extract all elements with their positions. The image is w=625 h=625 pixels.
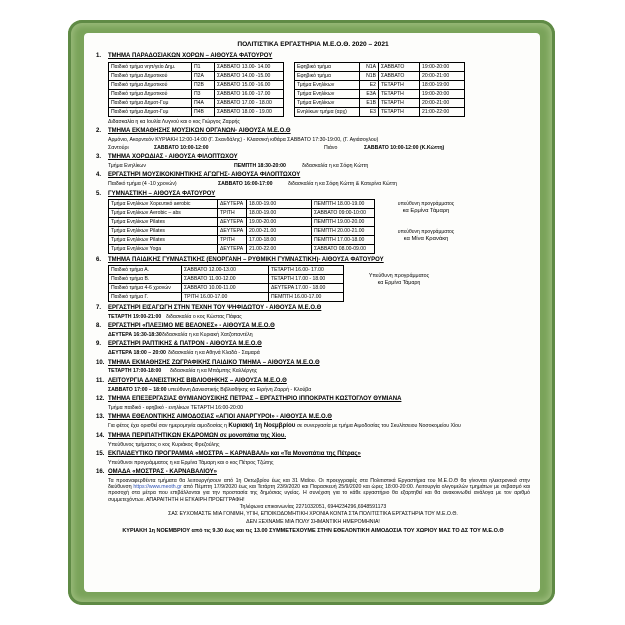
table-cell: ΣΑΒΒΑΤΟ 12.00-13.00: [182, 266, 269, 275]
table-row: [109, 293, 344, 302]
table-cell: ΠΕΜΠΤΗ 18.00-19.00: [312, 199, 375, 208]
table-cell: ΤΕΤΑΡΤΗ 17.00 - 18.00: [269, 275, 344, 284]
table-row: [109, 72, 284, 81]
table-cell: Τμήμα Ενηλίκων Χορευτικό aerobic: [109, 199, 218, 208]
table-row: [109, 266, 344, 275]
table-row: [109, 284, 344, 293]
dance-teachers: Διδασκαλία η κα Ιουλία Λυγνού και ο κος Γιώργος Ζαρρής: [108, 118, 240, 125]
knitting-line: ΔΕΥΤΕΡΑ 16:30-18:30διδασκαλία η κα Κυριακή Χατζοπαντέλη: [108, 332, 253, 339]
sewing-line: ΔΕΥΤΕΡΑ 18:00 – 20:00 διδασκαλία η κα Αθηνά Κλαδά - Σαμαρά: [108, 350, 260, 357]
table-cell: Εφηβικό τμήμα: [295, 63, 360, 72]
table-row: [109, 90, 284, 99]
table-cell: 21:00-22:00: [420, 108, 465, 117]
phones: Τηλέφωνα επικοινωνίας 2271032051, 6944234296,6948591173: [239, 503, 387, 510]
table-cell: ΤΡΙΤΗ 16.00-17.00: [182, 293, 269, 302]
table-cell: Τμήμα Ενηλίκων Pilates: [109, 226, 218, 235]
gymnastics-notes: υπεύθυνη προγράμματος κα Ερμίνα Τάμαρη υπεύθυνη προγράμματος κα Μίνα Κρανάκη: [397, 200, 455, 242]
table-cell: ΔΕΥΤΕΡΑ: [218, 199, 247, 208]
children-gym-table: [108, 265, 344, 302]
table-cell: Παιδικό τμήμα νηπ/γείο Δημ.: [109, 63, 192, 72]
table-cell: ΣΑΒΒΑΤΟ 18.00 - 19.00: [215, 108, 284, 117]
table-cell: ΣΑΒΒΑΤΟ 16.00 -17.00: [215, 90, 284, 99]
table-row: [109, 275, 344, 284]
table-cell: Ε1Β: [360, 99, 379, 108]
table-cell: ΔΕΥΤΕΡΑ 17.00 - 18.00: [269, 284, 344, 293]
table-cell: Ενηλίκων τμήμα (αρχ): [295, 108, 360, 117]
dance-adults-table: [294, 62, 465, 117]
table-cell: Π2Α: [192, 72, 215, 81]
table-cell: Τμήμα Ενηλίκων Yoga: [109, 244, 218, 253]
education-line: Υπεύθυνοι προγράμματος η κα Ερμίνα Τάμαρη και ο κος Πέτρος Τζώτης: [108, 459, 274, 466]
section-16-heading: 16. ΟΜΑΔΑ «ΜΟΣΤΡΑΣ - ΚΑΡΝΑΒΑΛΙΟΥ»: [96, 469, 217, 476]
table-cell: ΤΕΤΑΡΤΗ: [379, 108, 420, 117]
section-9-heading: 9. ΕΡΓΑΣΤΗΡΙ ΡΑΠΤΙΚΗΣ & ΠΑΤΡΟΝ - ΑΙΘΟΥΣΑ Μ.Ε.Ο.Θ: [96, 341, 262, 348]
table-row: [109, 217, 375, 226]
table-row: [109, 81, 284, 90]
table-cell: Ν1Α: [360, 63, 379, 72]
section-2-heading: 2. ΤΜΗΜΑ ΕΚΜΑΘΗΣΗΣ ΜΟΥΣΙΚΩΝ ΟΡΓΑΝΩΝ- ΑΙΘΟΥΣΑ Μ.Ε.Ο.Θ: [96, 128, 291, 135]
table-cell: Π2Β: [192, 81, 215, 90]
registration-text: Τα προαναφερθέντα τμήματα θα λειτουργήσουν από 1η Οκτωβρίου έως και 31 Μαΐου. Οι προεγγραφές στα Πολιτιστικά Εργαστήρια του Μ.Ε.Ο.Θ θα γίνονται ηλεκτρονικά στην διεύθυνση https://www.meoth.gr από Πέμπτη 17/9/2020 έως και Τετάρτη 23/9/2020 και Παρασκευή 25/9/2020 και ώρες 18:00-20:00. Λειτουργία ολιγομελών τμημάτων με σεβασμό και προσοχή στα μέτρα που επιβάλλονται για την προστασία της δημόσιας υγείας. Η συνέχιση για το κάθε εργαστήριο θα εξαρτηθεί και θα ανακοινωθεί ανάλογα με τον αριθμό συμμετεχόντων. ΑΠΑΡΑΙΤΗΤΗ Η ΕΓΚΑΙΡΗ ΠΡΟΕΓΓΡΑΦΗ!: [108, 477, 530, 503]
table-cell: Παιδικό τμήμα 4-6 χρονών: [109, 284, 182, 293]
dance-children-table: [108, 62, 284, 117]
section-5-heading: 5. ΓΥΜΝΑΣΤΙΚΗ – ΑΙΘΟΥΣΑ ΦΑΤΟΥΡΟΥ: [96, 190, 216, 197]
choir-line: Τμήμα Ενηλίκων ΠΕΜΠΤΗ 18:30-20:00 διδασκαλία η κα Σόφη Κώττη: [108, 163, 369, 169]
section-11-heading: 11. ΛΕΙΤΟΥΡΓΙΑ ΔΑΝΕΙΣΤΙΚΗΣ ΒΙΒΛΙΟΘΗΚΗΣ – ΑΙΘΟΥΣΑ Μ.Ε.Ο.Θ: [96, 377, 287, 384]
children-gym-note: Υπεύθυνη προγράμματος κα Ερμίνα Τάμαρη: [368, 273, 430, 286]
table-cell: ΤΕΤΑΡΤΗ 16.00- 17.00: [269, 266, 344, 275]
reminder: ΔΕΝ ΞΕΧΝΑΜΕ ΜΙΑ ΠΟΛΥ ΣΗΜΑΝΤΙΚΗ ΗΜΕΡΟΜΗΝΙΑ!: [246, 518, 380, 525]
table-row: [295, 63, 465, 72]
table-row: [295, 99, 465, 108]
table-cell: ΔΕΥΤΕΡΑ: [218, 244, 247, 253]
table-cell: Π3: [192, 90, 215, 99]
table-cell: Παιδικό τμήμα Δημοτικού: [109, 90, 192, 99]
section-7-heading: 7. ΕΡΓΑΣΤΗΡΙ ΕΙΣΑΓΩΓΗ ΣΤΗΝ ΤΕΧΝΗ ΤΟΥ ΨΗΦΙΔΩΤΟΥ - ΑΙΘΟΥΣΑ Μ.Ε.Ο.Θ: [96, 305, 322, 312]
table-cell: ΤΕΤΑΡΤΗ: [379, 81, 420, 90]
hiking-line: Υπεύθυνος τμήματος ο κος Κυριάκος Φρεζούλης: [108, 441, 220, 448]
table-cell: Τμήμα Ενηλίκων: [295, 90, 360, 99]
section-3-heading: 3. ΤΜΗΜΑ ΧΟΡΩΔΙΑΣ - ΑΙΘΟΥΣΑ ΦΙΛΟΠΤΩΧΟΥ: [96, 154, 238, 161]
table-cell: ΤΡΙΤΗ: [218, 208, 247, 217]
table-cell: Παιδικό τμήμα Δημοτ-Γυμ: [109, 99, 192, 108]
table-cell: Παιδικό τμήμα Δημοτικού: [109, 81, 192, 90]
table-cell: ΣΑΒΒΑΤΟ 14.00 -15.00: [215, 72, 284, 81]
music-movement-line: Παιδικό τμήμα (4 -10 χρονών) ΣΑΒΒΑΤΟ 16:00-17:00 διδασκαλία η κα Σόφη Κώττη & Κατερίνα Κώττη: [108, 181, 397, 188]
final-note: ΚΥΡΙΑΚΗ 1η ΝΟΕΜΒΡΙΟΥ από τις 9.30 έως και τις 13.00 ΣΥΜΜΕΤΕΧΟΥΜΕ ΣΤΗΝ ΕΘΕΛΟΝΤΙΚΗ ΑΙΜΟΔΟΣΙΑ ΤΟΥ ΧΩΡΙΟΥ ΜΑΣ ΤΟ ΔΣ ΤΟΥ Μ.Ε.Ο.Θ: [122, 527, 504, 534]
table-row: [109, 226, 375, 235]
table-cell: Τμήμα Ενηλίκων Aerobic – abs: [109, 208, 218, 217]
table-cell: Τμήμα Ενηλίκων: [295, 99, 360, 108]
page-title: ΠΟΛΙΤΙΣΤΙΚΑ ΕΡΓΑΣΤΗΡΙΑ Μ.Ε.Ο.Θ. 2020 – 2021: [237, 41, 389, 48]
table-row: [109, 99, 284, 108]
table-row: [295, 81, 465, 90]
poster-sheet: [84, 33, 540, 592]
table-cell: 19.00-20.00: [247, 217, 312, 226]
table-cell: ΔΕΥΤΕΡΑ: [218, 217, 247, 226]
stone-line: Τμήμα παιδικό - εφηβικό - ενηλίκων ΤΕΤΑΡΤΗ 16:00-20:00: [108, 404, 243, 411]
gymnastics-table: [108, 199, 375, 254]
table-cell: 20:00-21:00: [420, 99, 465, 108]
section-6-heading: 6. ΤΜΗΜΑ ΠΑΙΔΙΚΗΣ ΓΥΜΝΑΣΤΙΚΗΣ (ΕΝΟΡΓΑΝΗ – ΡΥΘΜΙΚΗ ΓΥΜΝΑΣΤΙΚΗ)- ΑΙΘΟΥΣΑ ΦΑΤΟΥΡΟΥ: [96, 256, 384, 263]
table-cell: ΣΑΒΒΑΤΟ 13.00- 14.00: [215, 63, 284, 72]
table-cell: Παιδικό τμήμα Γ.: [109, 293, 182, 302]
table-cell: ΣΑΒΒΑΤΟ 15.00 -16.00: [215, 81, 284, 90]
table-row: [109, 244, 375, 253]
table-row: [109, 199, 375, 208]
wishes: ΣΑΣ ΕΥΧΟΜΑΣΤΕ ΜΙΑ ΓΟΝΙΜΗ, ΥΓΙΗ, ΕΠΟΙΚΟΔΟΜΗΤΙΚΗ ΧΡΟΝΙΑ ΚΟΝΤΑ ΣΤΑ ΠΟΛΙΤΙΣΤΙΚΑ ΕΡΓΑΣΤΗΡΙΑ ΤΟΥ Μ.Ε.Ο.Θ.: [168, 511, 458, 518]
table-cell: Ε2: [360, 81, 379, 90]
table-cell: Ν1Β: [360, 72, 379, 81]
table-cell: 19:00-20:00: [420, 90, 465, 99]
mosaic-line: ΤΕΤΑΡΤΗ 19:00-21:00 διδασκαλία ο κος Κώστας Πάφας: [108, 313, 242, 320]
table-cell: Παιδικό τμήμα Α.: [109, 266, 182, 275]
table-cell: ΔΕΥΤΕΡΑ: [218, 226, 247, 235]
table-cell: 19:00-20:00: [420, 63, 465, 72]
table-cell: Παιδικό τμήμα Δημοτικού: [109, 72, 192, 81]
table-cell: 18.00-19.00: [247, 199, 312, 208]
table-cell: 21.00-22.00: [247, 244, 312, 253]
table-cell: Π4Β: [192, 108, 215, 117]
library-line: ΣΑΒΒΑΤΟ 17:00 – 18:00υπεύθυνη Δανειστικής Βιβλιοθήκης κα Ειρήνη Ζαρρή - Κλούβα: [108, 386, 312, 393]
section-15-heading: 15. ΕΚΠΑΙΔΕΥΤΙΚΟ ΠΡΟΓΡΑΜΜΑ «ΜΟΣΤΡΑ – ΚΑΡΝΑΒΑΛΙ» και «Τα Μονοπάτια της Πέτρας»: [96, 451, 361, 458]
table-cell: ΠΕΜΠΤΗ 19.00-20.00: [312, 217, 375, 226]
blood-donation-text: Για φέτος έχει ορισθεί σαν ημερομηνία αιμοδοσίας η Κυριακή 1η Νοεμβρίου σε συνεργασία με τμήμα Αιμοδοσίας του Σκυλίτσειου Νοσοκομείου Χίου: [108, 422, 461, 430]
table-cell: ΣΑΒΒΑΤΟ 11.00-12.00: [182, 275, 269, 284]
music-line-1: Αρμόνιο, Ακορντεόν ΚΥΡΙΑΚΗ 12:00-14:00 (Γ. Σκανδάλης) - Κλασσική κιθάρα ΣΑΒΒΑΤΟ 17:30-19:00, (Γ. Αγιάσογλου): [108, 137, 379, 143]
table-row: [109, 108, 284, 117]
table-cell: Τμήμα Ενηλίκων Pilates: [109, 217, 218, 226]
table-cell: Τμήμα Ενηλίκων: [295, 81, 360, 90]
table-cell: Τμήμα Ενηλίκων Pilates: [109, 235, 218, 244]
section-12-heading: 12. ΤΜΗΜΑ ΕΠΕΞΕΡΓΑΣΙΑΣ ΘΥΜΙΑΝΟΥΣΙΚΗΣ ΠΕΤΡΑΣ – ΕΡΓΑΣΤΗΡΙΟ ΙΠΠΟΚΡΑΤΗ ΚΩΣΤΟΓΛΟΥ ΘΥΜΙΑΝΑ: [96, 395, 402, 402]
table-cell: Παιδικό τμήμα Β.: [109, 275, 182, 284]
table-cell: ΣΑΒΒΑΤΟ 09:00-10:00: [312, 208, 375, 217]
table-cell: 18:00-19:00: [420, 81, 465, 90]
table-cell: ΣΑΒΒΑΤΟ 17.00 - 18.00: [215, 99, 284, 108]
section-14-heading: 14. ΤΜΗΜΑ ΠΕΡΙΠΑΤΗΤΙΚΩΝ ΕΚΔΡΟΜΩΝ σε μονοπάτια της Χίου.: [96, 432, 286, 439]
table-cell: ΠΕΜΠΤΗ 17.00-18.00: [312, 235, 375, 244]
music-line-2: Σαντούρι ΣΑΒΒΑΤΟ 10:00-12:00 Πιάνο ΣΑΒΒΑΤΟ 10:00-12:00 (Κ.Κώττη): [108, 144, 445, 151]
table-cell: Παιδικό τμήμα Δημοτ-Γυμ: [109, 108, 192, 117]
table-cell: ΣΑΒΒΑΤΟ 08.00-09.00: [312, 244, 375, 253]
table-row: [109, 63, 284, 72]
website-link[interactable]: https://www.meoth.gr: [133, 483, 182, 490]
table-row: [109, 208, 375, 217]
table-cell: ΣΑΒΒΑΤΟ: [379, 63, 420, 72]
table-cell: ΤΕΤΑΡΤΗ: [379, 90, 420, 99]
table-row: [295, 72, 465, 81]
table-cell: ΠΕΜΠΤΗ 20.00-21.00: [312, 226, 375, 235]
table-cell: Ε3Α: [360, 90, 379, 99]
table-cell: ΣΑΒΒΑΤΟ 10.00-11.00: [182, 284, 269, 293]
table-row: [295, 90, 465, 99]
table-cell: Π1: [192, 63, 215, 72]
table-cell: Π4Α: [192, 99, 215, 108]
table-cell: ΤΡΙΤΗ: [218, 235, 247, 244]
section-4-heading: 4. ΕΡΓΑΣΤΗΡΙ ΜΟΥΣΙΚΟΚΙΝΗΤΙΚΗΣ ΑΓΩΓΗΣ- ΑΙΘΟΥΣΑ ΦΙΛΟΠΤΩΧΟΥ: [96, 172, 301, 179]
section-10-heading: 10. ΤΜΗΜΑ ΕΚΜΑΘΗΣΗΣ ΖΩΓΡΑΦΙΚΗΣ ΠΑΙΔΙΚΟ ΤΜΗΜΑ – ΑΙΘΟΥΣΑ Μ.Ε.Ο.Θ: [96, 359, 320, 366]
table-row: [295, 108, 465, 117]
table-row: [109, 235, 375, 244]
section-13-heading: 13. ΤΜΗΜΑ ΕΘΕΛΟΝΤΙΚΗΣ ΑΙΜΟΔΟΣΙΑΣ «ΑΓΙΟΙ ΑΝΑΡΓΥΡΟΙ» - ΑΙΘΟΥΣΑ Μ.Ε.Ο.Θ: [96, 414, 332, 421]
table-cell: 20:00-21:00: [420, 72, 465, 81]
painting-line: ΤΕΤΑΡΤΗ 17:00-18:00 διδασκαλία η κα Μπάμπης Καλλέργης: [108, 368, 258, 375]
table-cell: ΠΕΜΠΤΗ 16.00-17.00: [269, 293, 344, 302]
table-cell: 18.00-19.00: [247, 208, 312, 217]
table-cell: Εφηβικό τμήμα: [295, 72, 360, 81]
section-8-heading: 8. ΕΡΓΑΣΤΗΡΙ «ΠΛΕΞΙΜΟ ΜΕ ΒΕΛΟΝΕΣ» - ΑΙΘΟΥΣΑ Μ.Ε.Ο.Θ: [96, 323, 275, 330]
table-cell: 20.00-21.00: [247, 226, 312, 235]
table-cell: 17.00-18.00: [247, 235, 312, 244]
table-cell: ΣΑΒΒΑΤΟ: [379, 72, 420, 81]
table-cell: Ε3: [360, 108, 379, 117]
section-1-heading: 1. ΤΜΗΜΑ ΠΑΡΑΔΟΣΙΑΚΩΝ ΧΟΡΩΝ – ΑΙΘΟΥΣΑ ΦΑΤΟΥΡΟΥ: [96, 53, 273, 60]
table-cell: ΤΕΤΑΡΤΗ: [379, 99, 420, 108]
